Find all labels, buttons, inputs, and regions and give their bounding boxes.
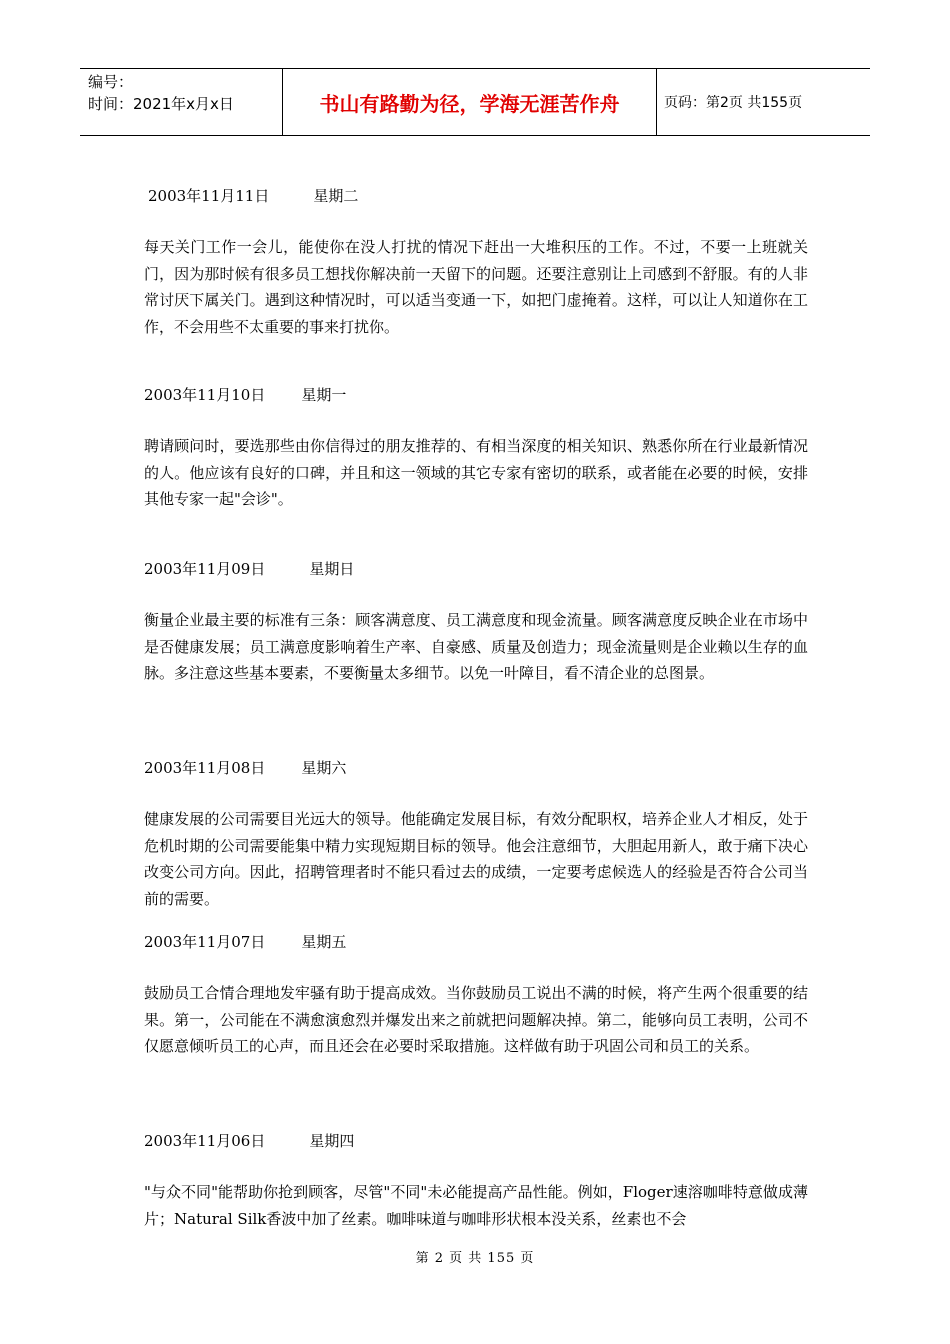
- entry-date-line: [144, 758, 808, 778]
- entry-text: 每天关门工作一会儿，能使你在没人打扰的情况下赶出一大堆积压的工作。不过，不要一上班就关门，因为那时候有很多员工想找你解决前一天留下的问题。还要注意别让上司感到不舒服。有的人非常讨厌下属关门。遇到这种情况时，可以适当变通一下，如把门虚掩着。这样，可以让人知道你在工作，不会用些不太重要的事来打扰你。: [144, 238, 808, 336]
- header-divider-right: [656, 69, 657, 135]
- entry-weekday: 星期五: [301, 933, 347, 951]
- entry-text: 衡量企业最主要的标准有三条：顾客满意度、员工满意度和现金流量。顾客满意度反映企业在市场中是否健康发展；员工满意度影响着生产率、自豪感、质量及创造力；现金流量则是企业赖以生存的血脉。多注意这些基本要素，不要衡量太多细节。以免一叶障目，看不清企业的总图景。: [144, 611, 808, 682]
- entry-date: 2003年11月06日: [144, 1132, 266, 1150]
- entry-date-line: [144, 385, 808, 405]
- diary-entry: [144, 758, 808, 912]
- entry-weekday: 星期日: [309, 560, 355, 578]
- header-page-info: 页码：第2页 共155页: [664, 95, 803, 111]
- entry-date: 2003年11月11日: [148, 187, 270, 205]
- page-header: [80, 68, 870, 136]
- diary-entry: [144, 186, 808, 340]
- entry-date: 2003年11月08日: [144, 759, 266, 777]
- diary-entry: [144, 559, 808, 687]
- document-number-label: 编号：: [88, 73, 134, 91]
- entry-date-line: [144, 559, 808, 579]
- entry-text: "与众不同"能帮助你抢到顾客，尽管"不同"未必能提高产品性能。例如，Floger速溶咖啡特意做成薄片；Natural Silk香波中加了丝素。咖啡味道与咖啡形状根本没关系，丝素也不会: [144, 1183, 808, 1228]
- header-motto: 书山有路勤为径，学海无涯苦作舟: [319, 91, 620, 116]
- document-time-label: 时间：2021年x月x日: [88, 95, 234, 113]
- entry-date: 2003年11月07日: [144, 933, 266, 951]
- entry-text: 聘请顾问时，要选那些由你信得过的朋友推荐的、有相当深度的相关知识、熟悉你所在行业最新情况的人。他应该有良好的口碑，并且和这一领域的其它专家有密切的联系，或者能在必要的时候，安排其他专家一起"会诊"。: [144, 437, 808, 508]
- entry-text: 鼓励员工合情合理地发牢骚有助于提高成效。当你鼓励员工说出不满的时候，将产生两个很重要的结果。第一，公司能在不满愈演愈烈并爆发出来之前就把问题解决掉。第二，能够向员工表明，公司不仅愿意倾听员工的心声，而且还会在必要时采取措施。这样做有助于巩固公司和员工的关系。: [144, 984, 808, 1055]
- entry-date-line: [144, 186, 808, 206]
- entry-weekday: 星期二: [313, 187, 359, 205]
- header-meta: [88, 71, 278, 115]
- page-footer: 第 2 页 共 155 页: [415, 1251, 535, 1266]
- entry-date-line: [144, 932, 808, 952]
- entry-text: 健康发展的公司需要目光远大的领导。他能确定发展目标，有效分配职权，培养企业人才相反，处于危机时期的公司需要能集中精力实现短期目标的领导。他会注意细节，大胆起用新人，敢于痛下决心改变公司方向。因此，招聘管理者时不能只看过去的成绩，一定要考虑候选人的经验是否符合公司当前的需要。: [144, 810, 808, 908]
- diary-entry: [144, 932, 808, 1060]
- entry-date-line: [144, 1131, 808, 1151]
- diary-entry: [144, 1131, 808, 1232]
- entry-date: 2003年11月09日: [144, 560, 266, 578]
- entry-date: 2003年11月10日: [144, 386, 266, 404]
- entry-weekday: 星期一: [301, 386, 347, 404]
- entry-weekday: 星期六: [301, 759, 347, 777]
- diary-entry: [144, 385, 808, 513]
- entry-weekday: 星期四: [309, 1132, 355, 1150]
